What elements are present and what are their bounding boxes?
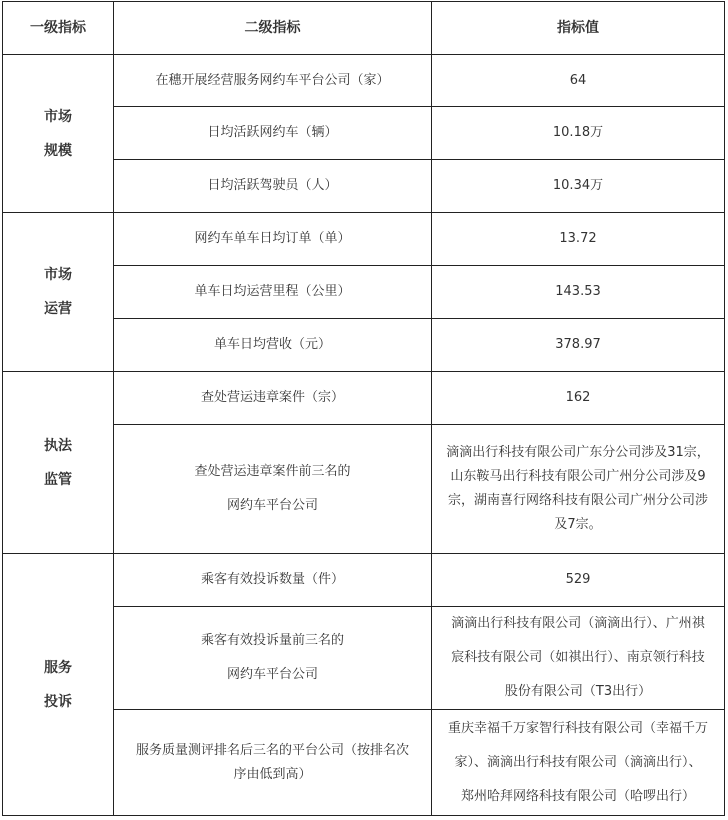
indicator-value-line: 378.97 [555,337,601,352]
level2-indicator [114,55,432,107]
level1-indicator-line: 执法 [44,437,72,454]
level2-indicator-line: 网约车单车日均订单（单） [194,231,351,246]
header-value: 指标值 [432,2,725,55]
table-row [3,554,725,607]
level1-indicator-line: 投诉 [44,693,72,710]
indicator-value-line: 宗，湖南喜行网络科技有限公司广州分公司涉 [447,493,708,508]
level2-indicator [114,160,432,213]
level2-indicator [114,554,432,607]
indicator-value-line: 162 [565,390,591,405]
level2-indicator-line: 日均活跃网约车（辆） [207,125,338,140]
indicator-value-line: 13.72 [559,231,597,246]
indicator-value-line: 股份有限公司（T3出行） [504,684,652,699]
indicator-value-line: 郑州哈拜网络科技有限公司（哈啰出行） [460,788,695,804]
level2-indicator [114,607,432,710]
indicator-value-line: 家）、滴滴出行科技有限公司（滴滴出行）、 [454,754,702,770]
level2-indicator-line: 乘客有效投诉数量（件） [200,572,344,587]
level1-indicator [3,55,114,213]
indicator-value [432,710,725,816]
header-level2: 二级指标 [114,2,432,55]
indicator-value [432,160,725,213]
level2-indicator-line: 服务质量测评排名后三名的平台公司（按排名次 [135,742,409,758]
level2-indicator-line: 查处营运违章案件（宗） [200,390,344,405]
level2-indicator-line: 网约车平台公司 [226,667,318,682]
level2-indicator-line: 日均活跃驾驶员（人） [207,178,338,193]
level2-indicator [114,319,432,372]
level2-indicator-line: 乘客有效投诉量前三名的 [200,633,344,648]
level2-indicator-line: 单车日均营收（元） [213,337,331,352]
level2-indicator [114,107,432,160]
indicator-value [432,266,725,319]
indicator-value [432,213,725,266]
level1-indicator-line: 市场 [44,108,72,125]
level1-indicator-line: 监管 [44,471,72,488]
indicator-value-line: 及7宗。 [554,517,602,532]
level1-indicator [3,554,114,816]
level2-indicator-line: 序由低到高） [233,766,312,782]
indicator-table [2,1,725,816]
indicator-value-line: 529 [565,572,591,587]
indicator-value-line: 143.53 [555,284,601,299]
level2-indicator-line: 单车日均运营里程（公里） [194,284,351,299]
indicator-value-line: 10.18万 [552,125,604,140]
indicator-value [432,425,725,554]
indicator-value [432,319,725,372]
level1-indicator-line: 规模 [44,142,72,159]
level1-indicator [3,372,114,554]
level1-indicator [3,213,114,372]
indicator-value-line: 宸科技有限公司（如祺出行）、南京领行科技 [451,650,705,665]
level2-indicator-line: 查处营运违章案件前三名的 [194,464,351,479]
indicator-value-line: 10.34万 [552,178,604,193]
table-row [3,55,725,107]
indicator-value [432,55,725,107]
indicator-value-line: 滴滴出行科技有限公司（滴滴出行）、广州祺 [451,616,705,631]
indicator-value-line: 山东鞍马出行科技有限公司广州分公司涉及9 [450,469,706,484]
level2-indicator [114,213,432,266]
level2-indicator-line: 网约车平台公司 [226,498,318,513]
level1-indicator-line: 服务 [44,659,72,676]
level2-indicator-line: 在穗开展经营服务网约车平台公司（家） [155,72,390,88]
indicator-value-line: 滴滴出行科技有限公司广东分公司涉及31宗， [446,445,710,460]
level2-indicator [114,425,432,554]
level1-indicator-line: 市场 [44,267,72,283]
indicator-value-line: 重庆幸福千万家智行科技有限公司（幸福千万 [447,720,708,736]
level2-indicator [114,266,432,319]
table-row [3,372,725,425]
header-level1: 一级指标 [3,2,114,55]
table-header [3,2,725,55]
level2-indicator [114,372,432,425]
level2-indicator [114,710,432,816]
indicator-value-line: 64 [569,72,587,88]
indicator-value [432,372,725,425]
indicator-value [432,607,725,710]
level1-indicator-line: 运营 [44,301,72,317]
indicator-value [432,107,725,160]
table-row [3,213,725,266]
indicator-value [432,554,725,607]
